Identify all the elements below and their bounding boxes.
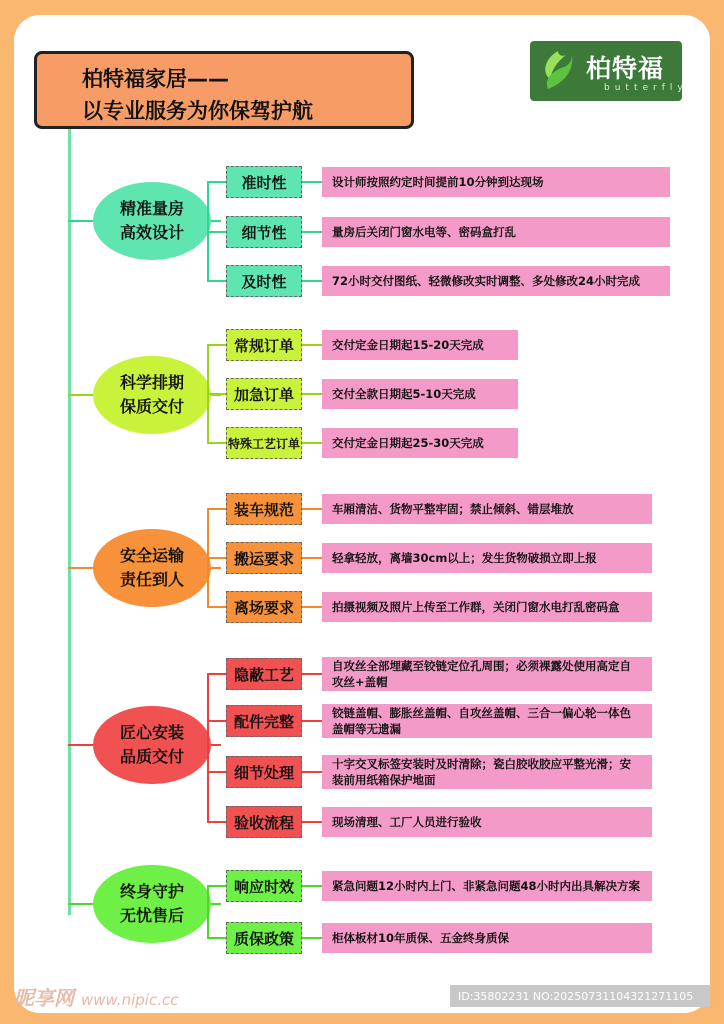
category-node [93, 182, 211, 260]
item-description: 紧急问题12小时内上门、非紧急问题48小时内出具解决方案 [322, 871, 652, 901]
item-label: 离场要求 [226, 591, 302, 623]
item-desc-line [302, 231, 322, 233]
item-desc-line [302, 393, 322, 395]
item-description: 轻拿轻放，离墙30cm以上；发生货物破损立即上报 [322, 543, 652, 573]
title-line1: 柏特福家居—— [82, 67, 229, 91]
connector-line [211, 903, 221, 905]
item-spine-line [207, 886, 209, 938]
leaf-icon [538, 49, 574, 91]
item-desc-line [302, 508, 322, 510]
title-box [34, 51, 414, 129]
item-label: 细节性 [226, 216, 302, 248]
item-desc-line [302, 821, 322, 823]
item-branch-line [207, 673, 227, 675]
watermark-brand: 昵享网 [14, 986, 74, 1010]
item-desc-line [302, 885, 322, 887]
item-desc-line [302, 442, 322, 444]
item-branch-line [207, 280, 227, 282]
category-node [93, 865, 211, 943]
item-label: 隐蔽工艺 [226, 658, 302, 690]
item-branch-line [207, 557, 227, 559]
item-label: 装车规范 [226, 493, 302, 525]
item-label: 特殊工艺订单 [226, 427, 302, 459]
item-branch-line [207, 393, 227, 395]
item-branch-line [207, 771, 227, 773]
image-id-bar: ID:35802231 NO:20250731104321271105 [450, 985, 710, 1007]
item-branch-line [207, 606, 227, 608]
category-node [93, 706, 211, 784]
item-description: 72小时交付图纸、轻微修改实时调整、多处修改24小时完成 [322, 266, 670, 296]
item-description: 车厢清洁、货物平整牢固；禁止倾斜、错层堆放 [322, 494, 652, 524]
item-branch-line [207, 508, 227, 510]
category-label-line2: 责任到人 [119, 570, 184, 589]
category-node [93, 356, 211, 434]
logo-subtitle: butterfly [604, 83, 688, 93]
trunk-line [68, 129, 71, 915]
category-label-line2: 保质交付 [119, 397, 184, 416]
item-description: 自攻丝全部埋藏至铰链定位孔周围；必须裸露处使用高定自攻丝+盖帽 [322, 657, 652, 691]
item-description: 交付定金日期起15-20天完成 [322, 330, 518, 360]
item-desc-line [302, 720, 322, 722]
title-line2: 以专业服务为你保驾护航 [82, 99, 313, 123]
category-label-line1: 精准量房 [119, 199, 184, 218]
item-label: 常规订单 [226, 329, 302, 361]
item-description: 交付全款日期起5-10天完成 [322, 379, 518, 409]
item-label: 质保政策 [226, 922, 302, 954]
item-description: 设计师按照约定时间提前10分钟到达现场 [322, 167, 670, 197]
item-desc-line [302, 344, 322, 346]
item-desc-line [302, 181, 322, 183]
item-branch-line [207, 821, 227, 823]
item-desc-line [302, 771, 322, 773]
item-label: 及时性 [226, 265, 302, 297]
item-label: 加急订单 [226, 378, 302, 410]
category-label-line2: 无忧售后 [119, 906, 184, 925]
category-label-line2: 品质交付 [119, 747, 184, 766]
item-description: 交付定金日期起25-30天完成 [322, 428, 518, 458]
item-branch-line [207, 937, 227, 939]
item-branch-line [207, 885, 227, 887]
item-label: 验收流程 [226, 806, 302, 838]
category-node [93, 529, 211, 607]
item-description: 铰链盖帽、膨胀丝盖帽、自攻丝盖帽、三合一偏心轮一体色盖帽等无遗漏 [322, 704, 652, 738]
item-label: 搬运要求 [226, 542, 302, 574]
connector-line [211, 744, 221, 746]
item-description: 柜体板材10年质保、五金终身质保 [322, 923, 652, 953]
item-description: 现场清理、工厂人员进行验收 [322, 807, 652, 837]
category-label-line1: 科学排期 [119, 373, 184, 392]
item-desc-line [302, 673, 322, 675]
item-label: 细节处理 [226, 756, 302, 788]
category-label-line1: 匠心安装 [119, 723, 184, 742]
connector-line [211, 567, 221, 569]
item-branch-line [207, 231, 227, 233]
category-label-line2: 高效设计 [119, 223, 184, 242]
item-desc-line [302, 937, 322, 939]
item-branch-line [207, 181, 227, 183]
brand-logo [530, 41, 688, 101]
watermark [14, 982, 178, 1011]
item-spine-line [207, 674, 209, 822]
item-branch-line [207, 442, 227, 444]
watermark-url: www.nipic.cc [80, 991, 179, 1009]
item-desc-line [302, 606, 322, 608]
item-label: 响应时效 [226, 870, 302, 902]
item-description: 十字交叉标签安装时及时清除；瓷白胶收胶应平整光滑；安装前用纸箱保护地面 [322, 755, 652, 789]
item-branch-line [207, 720, 227, 722]
item-description: 量房后关闭门窗水电等、密码盒打乱 [322, 217, 670, 247]
item-label: 准时性 [226, 166, 302, 198]
logo-name: 柏特福 [586, 54, 665, 83]
item-description: 拍摄视频及照片上传至工作群，关闭门窗水电打乱密码盒 [322, 592, 652, 622]
category-label-line1: 安全运输 [119, 546, 184, 565]
item-desc-line [302, 280, 322, 282]
item-label: 配件完整 [226, 705, 302, 737]
category-label-line1: 终身守护 [119, 882, 184, 901]
item-desc-line [302, 557, 322, 559]
connector-line [211, 220, 221, 222]
item-branch-line [207, 344, 227, 346]
